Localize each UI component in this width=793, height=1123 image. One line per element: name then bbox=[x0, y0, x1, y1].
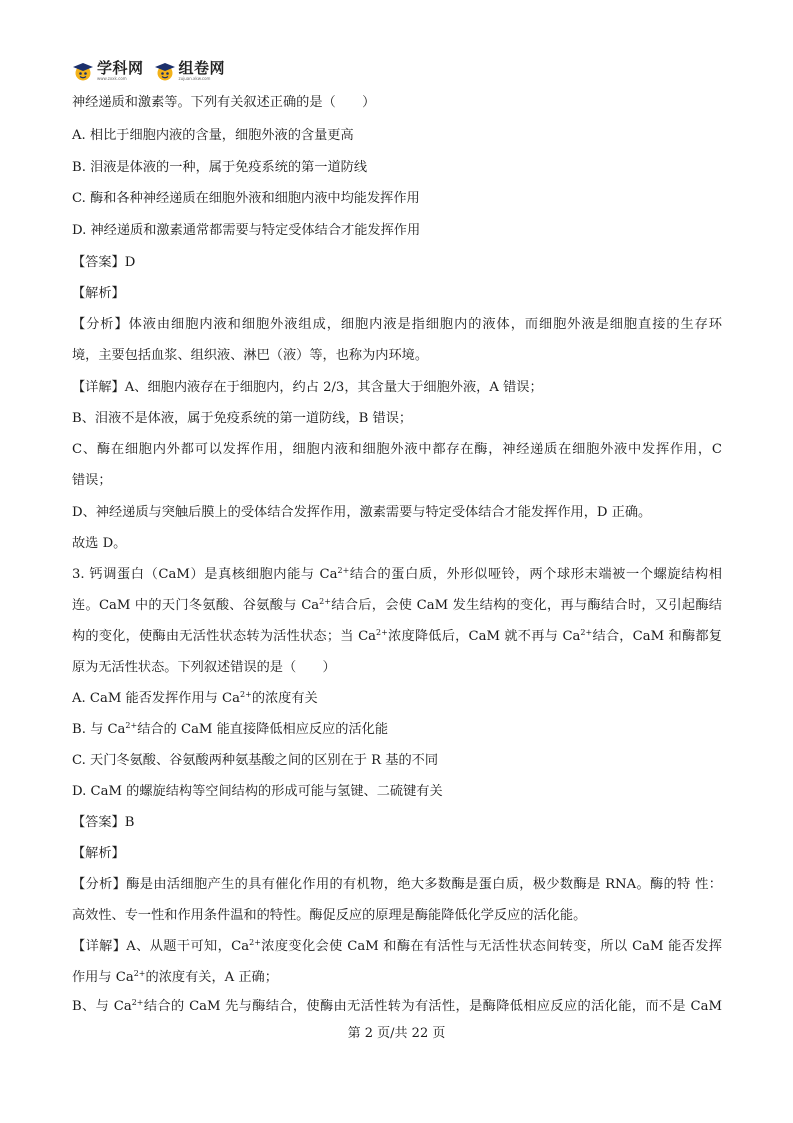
option-a: A. CaM 能否发挥作用与 $Ca^{2+}$的浓度有关 bbox=[72, 690, 318, 706]
answer-label: 【答案】D bbox=[72, 255, 136, 270]
analysis-label: 【解析】 bbox=[72, 846, 125, 861]
option-c: C. 酶和各种神经递质在细胞外液和细胞内液中均能发挥作用 bbox=[72, 191, 420, 206]
question-3-stem: 连。CaM 中的天门冬氨酸、谷氨酸与 $Ca^{2+}$结合后，会使 CaM 发生结构的变化，再与酶结合时，又引起酶结 bbox=[72, 597, 722, 613]
analysis-line: 境，主要包括血浆、组织液、淋巴（液）等，也称为内环境。 bbox=[72, 348, 429, 363]
logo-url: zujuan.xkw.com bbox=[178, 76, 211, 81]
option-b: B. 与 $Ca^{2+}$结合的 CaM 能直接降低相应反应的活化能 bbox=[72, 721, 389, 737]
logo-name: 组卷网 bbox=[178, 59, 226, 77]
logo-name: 学科网 bbox=[97, 59, 144, 77]
detail-line: 作用与 $Ca^{2+}$的浓度有关，A 正确； bbox=[72, 969, 278, 985]
detail-line: 【详解】A、从题干可知，$Ca^{2+}$浓度变化会使 CaM 和酶在有活性与无活性状态间转变，所以 CaM 能否发挥 bbox=[72, 938, 722, 954]
detail-line: 错误； bbox=[72, 473, 112, 488]
question-3-stem: 构的变化，使酶由无活性状态转为活性状态；当 $Ca^{2+}$浓度降低后，CaM 就不再与 $Ca^{2+}$结合，CaM 和酶都复 bbox=[72, 628, 722, 644]
option-b: B. 泪液是体液的一种，属于免疫系统的第一道防线 bbox=[72, 160, 368, 175]
option-d: D. CaM 的螺旋结构等空间结构的形成可能与氢键、二硫键有关 bbox=[72, 784, 443, 799]
question-3-stem: 原为无活性状态。下列叙述错误的是（ ） bbox=[72, 660, 336, 675]
analysis-line: 【分析】体液由细胞内液和细胞外液组成，细胞内液是指细胞内的液体，而细胞外液是细胞直接的生存环 bbox=[72, 317, 722, 332]
zujuanwang-logo bbox=[154, 60, 226, 82]
question-3-stem: 3. 钙调蛋白（CaM）是真核细胞内能与 $Ca^{2+}$结合的蛋白质，外形似哑铃，两个球形末端被一个螺旋结构相 bbox=[72, 566, 722, 582]
detail-line: B、与 $Ca^{2+}$结合的 CaM 先与酶结合，使酶由无活性转为有活性，是酶降低相应反应的活化能，而不是 CaM bbox=[72, 998, 722, 1014]
answer-label: 【答案】B bbox=[72, 815, 135, 830]
option-a: A. 相比于细胞内液的含量，细胞外液的含量更高 bbox=[72, 128, 354, 143]
analysis-line: 【分析】酶是由活细胞产生的具有催化作用的有机物，绝大多数酶是蛋白质，极少数酶是 RNA。酶的特 性： bbox=[72, 877, 722, 892]
option-d: D. 神经递质和激素通常都需要与特定受体结合才能发挥作用 bbox=[72, 223, 421, 238]
logo-url: www.zxxk.com bbox=[97, 76, 127, 81]
xuekewang-logo bbox=[72, 60, 144, 82]
graduation-cap-icon bbox=[72, 60, 94, 82]
analysis-line: 高效性、专一性和作用条件温和的特性。酶促反应的原理是酶能降低化学反应的活化能。 bbox=[72, 908, 587, 923]
header-logos bbox=[72, 58, 225, 84]
question-stem-line: 神经递质和激素等。下列有关叙述正确的是（ ） bbox=[72, 95, 376, 110]
page-number: 第 2 页/共 22 页 bbox=[347, 1026, 446, 1041]
detail-line: C、酶在细胞内外都可以发挥作用，细胞内液和细胞外液中都存在酶，神经递质在细胞外液中发挥作用，C bbox=[72, 442, 722, 457]
analysis-label: 【解析】 bbox=[72, 286, 125, 301]
option-c: C. 天门冬氨酸、谷氨酸两种氨基酸之间的区别在于 R 基的不同 bbox=[72, 753, 439, 768]
detail-line: D、神经递质与突触后膜上的受体结合发挥作用，激素需要与特定受体结合才能发挥作用，D 正确。 bbox=[72, 505, 652, 520]
conclusion-line: 故选 D。 bbox=[72, 536, 127, 551]
detail-line: 【详解】A、细胞内液存在于细胞内，约占 2/3，其含量大于细胞外液，A 错误； bbox=[72, 380, 543, 395]
detail-line: B、泪液不是体液，属于免疫系统的第一道防线，B 错误； bbox=[72, 411, 413, 426]
graduation-cap-icon bbox=[154, 60, 176, 82]
